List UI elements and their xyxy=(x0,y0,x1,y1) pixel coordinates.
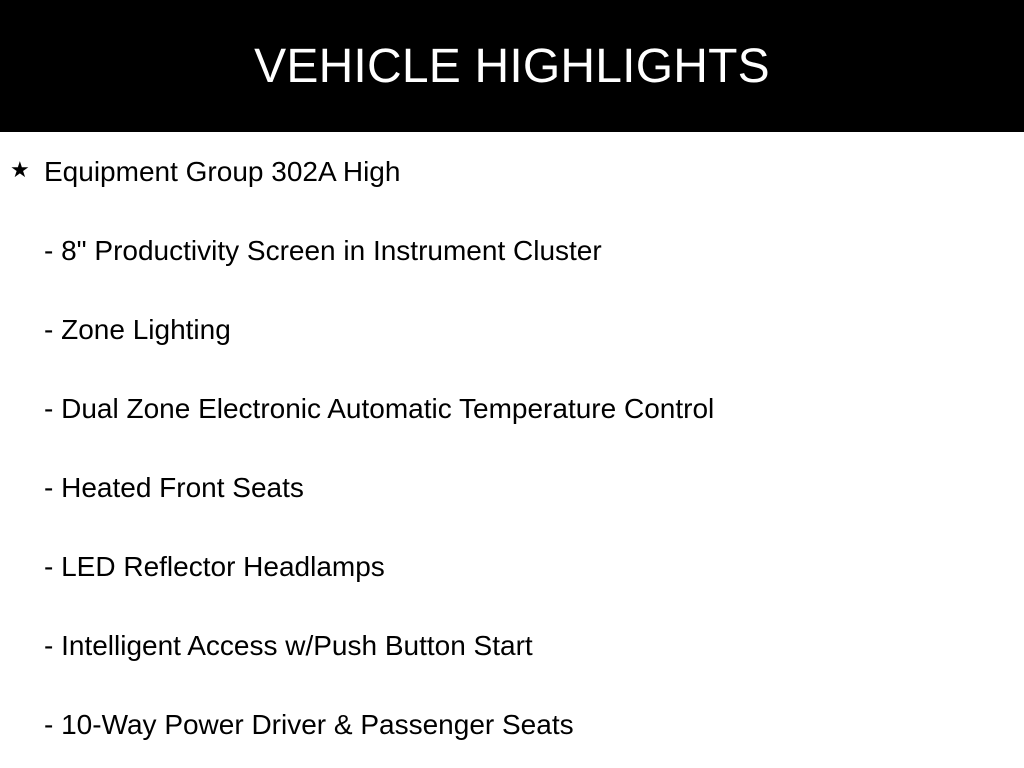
list-item xyxy=(0,543,1024,622)
star-icon: ★ xyxy=(10,157,30,182)
list-item xyxy=(0,464,1024,543)
list-item-text: - Heated Front Seats xyxy=(44,472,304,503)
list-item-text: - 10-Way Power Driver & Passenger Seats xyxy=(44,709,574,740)
list-item-text: - 8" Productivity Screen in Instrument Cluster xyxy=(44,235,602,266)
highlights-list xyxy=(0,148,1024,768)
title-banner xyxy=(0,0,1024,132)
list-item xyxy=(0,227,1024,306)
page-title: VEHICLE HIGHLIGHTS xyxy=(254,39,770,93)
list-item-text: - Dual Zone Electronic Automatic Temperature Control xyxy=(44,393,715,424)
list-item xyxy=(0,148,1024,227)
list-item-text: - Zone Lighting xyxy=(44,314,231,345)
list-item xyxy=(0,622,1024,701)
list-item-text: - LED Reflector Headlamps xyxy=(44,551,385,582)
list-item xyxy=(0,701,1024,768)
list-item xyxy=(0,306,1024,385)
list-item-text: - Intelligent Access w/Push Button Start xyxy=(44,630,533,661)
list-item xyxy=(0,385,1024,464)
list-item-text: Equipment Group 302A High xyxy=(44,156,401,187)
